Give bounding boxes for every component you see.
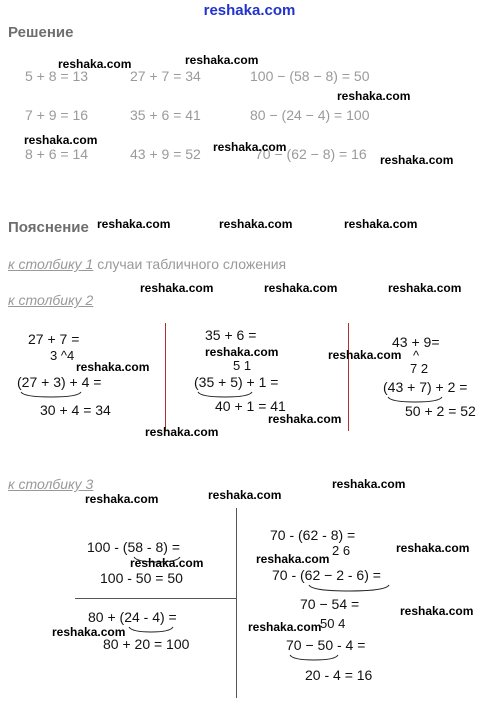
expression-line: 80 + 20 = 100 (103, 636, 190, 652)
watermark: reshaka.com (130, 556, 204, 570)
grouping-brace (20, 391, 82, 399)
watermark: reshaka.com (85, 492, 159, 506)
explanation-heading: Пояснение (8, 219, 89, 236)
expression-line: (43 + 7) + 2 = (383, 379, 468, 395)
watermark: reshaka.com (213, 140, 287, 154)
expression-line: 100 - 50 = 50 (100, 570, 183, 586)
expression-line: 70 − 50 - 4 = (286, 637, 366, 653)
watermark: reshaka.com (256, 552, 330, 566)
watermark: reshaka.com (24, 133, 98, 147)
watermark: reshaka.com (337, 89, 411, 103)
solution-expression: 70 − (62 − 8) = 16 (255, 146, 367, 162)
watermark: reshaka.com (205, 345, 279, 359)
divider-line (165, 323, 166, 431)
divider-line (236, 508, 237, 698)
expression-line: 20 - 4 = 16 (305, 667, 373, 683)
watermark: reshaka.com (344, 217, 418, 231)
watermark: reshaka.com (208, 488, 282, 502)
solution-expression: 35 + 6 = 41 (130, 107, 201, 123)
solution-expression: 5 + 8 = 13 (25, 68, 89, 84)
grouping-brace (308, 584, 390, 593)
watermark: reshaka.com (388, 281, 462, 295)
column1-note: случаи табличного сложения (93, 256, 287, 272)
grouping-brace (128, 626, 174, 634)
solution-expression: 43 + 9 = 52 (130, 146, 201, 162)
column1-row (8, 256, 286, 274)
watermark: reshaka.com (219, 217, 293, 231)
watermark: reshaka.com (332, 477, 406, 491)
split-digits: 5 1 (233, 358, 252, 373)
expression-line: 80 + (24 - 4) = (88, 609, 177, 625)
watermark: reshaka.com (248, 620, 322, 634)
expression-line: (27 + 3) + 4 = (17, 374, 102, 390)
watermark: reshaka.com (145, 425, 219, 439)
solution-expression: 8 + 6 = 14 (25, 146, 89, 162)
solution-expression: 100 − (58 − 8) = 50 (250, 68, 370, 84)
expression-line: 40 + 1 = 41 (215, 398, 286, 414)
watermark: reshaka.com (380, 153, 454, 167)
solution-expression: 7 + 9 = 16 (25, 107, 89, 123)
divider-line (75, 598, 236, 599)
watermark: reshaka.com (268, 412, 342, 426)
solution-expression: 27 + 7 = 34 (130, 68, 201, 84)
watermark: reshaka.com (396, 541, 470, 555)
caret-mark: ^ (413, 348, 420, 363)
watermark: reshaka.com (328, 348, 402, 362)
expression-line: (35 + 5) + 1 = (194, 374, 279, 390)
watermark: reshaka.com (97, 217, 171, 231)
solution-expression: 80 − (24 − 4) = 100 (250, 107, 370, 123)
expression-line: 43 + 9= (392, 334, 440, 350)
column2-link[interactable]: к столбику 2 (8, 292, 94, 308)
watermark: reshaka.com (52, 625, 126, 639)
expression-line: 100 - (58 - 8) = (87, 539, 180, 555)
watermark: reshaka.com (264, 281, 338, 295)
grouping-brace (289, 654, 339, 662)
watermark: reshaka.com (140, 281, 214, 295)
watermark: reshaka.com (185, 53, 259, 67)
divider-line (348, 323, 349, 431)
column1-link[interactable]: к столбику 1 (8, 256, 94, 272)
expression-line: 70 − 54 = (300, 596, 360, 612)
expression-line: 35 + 6 = (205, 327, 257, 343)
split-digits: 3 ^4 (50, 348, 75, 363)
split-digits: 2 6 (332, 543, 351, 558)
expression-line: 70 - (62 - 8) = (270, 527, 356, 543)
solution-heading: Решение (8, 24, 74, 41)
site-title: reshaka.com (203, 2, 296, 19)
watermark: reshaka.com (76, 360, 150, 374)
split-digits: 7 2 (410, 361, 429, 376)
column3-link[interactable]: к столбику 3 (8, 476, 94, 492)
expression-line: 27 + 7 = (28, 331, 80, 347)
expression-line: 50 + 2 = 52 (405, 403, 476, 419)
watermark: reshaka.com (400, 604, 474, 618)
expression-line: 30 + 4 = 34 (40, 402, 111, 418)
watermark: reshaka.com (58, 57, 132, 71)
split-digits: 50 4 (320, 616, 346, 631)
expression-line: 70 - (62 − 2 - 6) = (272, 567, 381, 583)
